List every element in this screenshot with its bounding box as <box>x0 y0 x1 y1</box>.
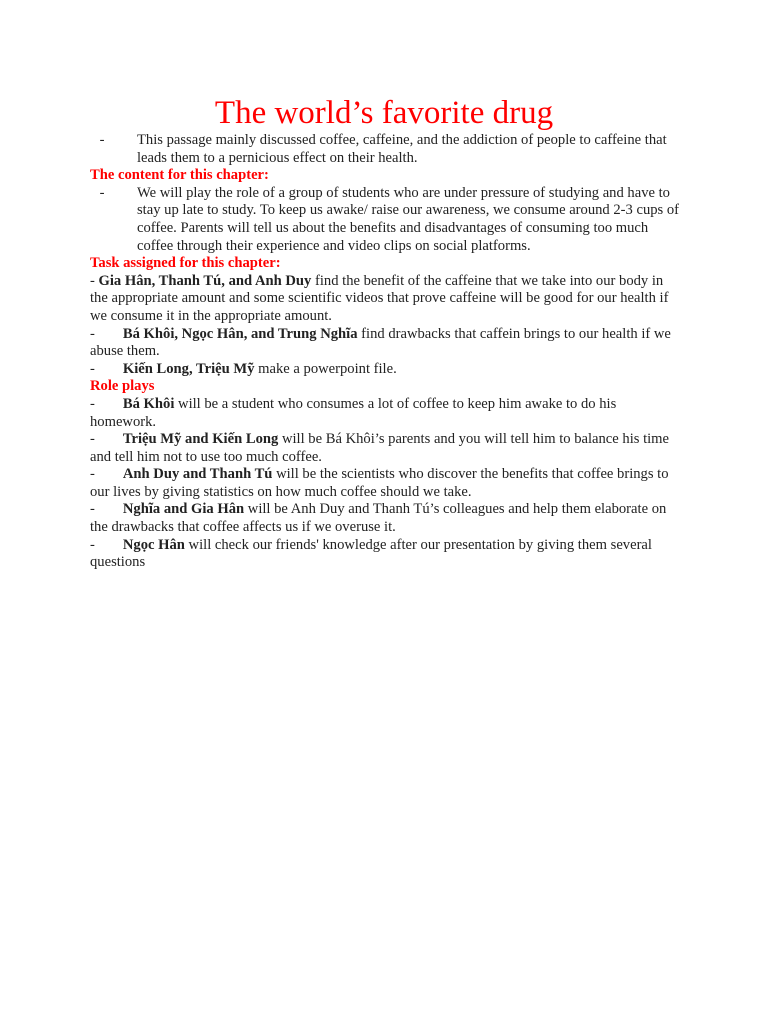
task-names: Kiến Long, Triệu Mỹ <box>122 360 255 377</box>
role-text: will check our friends' knowledge after our presentation by giving them several questions <box>90 536 652 571</box>
content-bullet <box>90 185 680 255</box>
task-heading: Task assigned for this chapter: <box>90 255 281 272</box>
role-item <box>90 466 680 501</box>
intro-bullet <box>90 132 680 167</box>
role-item <box>90 537 680 572</box>
role-names: Ngọc Hân <box>122 536 185 553</box>
role-names: Nghĩa and Gia Hân <box>122 501 245 518</box>
role-text: will be a student who consumes a lot of coffee to keep him awake to do his homework. <box>90 395 617 430</box>
task-item <box>90 326 680 361</box>
task-marker: - <box>90 272 99 289</box>
task-item <box>90 273 680 326</box>
page-title: The world’s favorite drug <box>214 95 554 131</box>
role-text: will be Anh Duy and Thanh Tú’s colleagues and help them elaborate on the drawbacks that coffee affects us if we overuse it. <box>90 501 667 536</box>
bullet-marker: - <box>99 132 105 148</box>
role-list <box>90 396 680 572</box>
role-item <box>90 501 680 536</box>
bullet-marker: - <box>99 184 105 201</box>
content-text: We will play the role of a group of students who are under pressure of studying and have to stay up late to study. To keep us awake/ raise our awareness, we consume around 2-3 cups of coffee. Parents will tell us about the benefits and disadvantages of consuming too much coffee through their experience and video clips on social platforms. <box>137 184 680 254</box>
task-text: make a powerpoint file. <box>254 360 397 377</box>
task-list <box>90 273 680 379</box>
task-text: find drawbacks that caffein brings to our health if we abuse them. <box>90 325 671 360</box>
role-names: Triệu Mỹ and Kiến Long <box>122 431 279 448</box>
role-marker: - <box>90 536 95 553</box>
task-names: Bá Khôi, Ngọc Hân, and Trung Nghĩa <box>122 325 358 342</box>
role-names: Bá Khôi <box>122 395 175 412</box>
role-marker: - <box>90 501 95 518</box>
task-item <box>90 361 680 379</box>
roles-heading: Role plays <box>90 378 155 395</box>
role-marker: - <box>90 431 95 448</box>
task-marker: - <box>90 325 95 342</box>
task-text: find the benefit of the caffeine that we take into our body in the appropriate amount and some scientific videos that prove caffeine will be good for our health if we consume it in the appropriate amount. <box>90 272 669 324</box>
task-marker: - <box>90 360 95 377</box>
content-heading: The content for this chapter: <box>90 167 269 184</box>
role-names: Anh Duy and Thanh Tú <box>122 466 273 483</box>
role-item <box>90 431 680 466</box>
document-body <box>90 132 680 572</box>
task-names: Gia Hân, Thanh Tú, and Anh Duy <box>98 272 312 289</box>
role-text: will be Bá Khôi’s parents and you will tell him to balance his time and tell him not to use too much coffee. <box>90 431 670 465</box>
role-text: will be the scientists who discover the benefits that coffee brings to our lives by giving statistics on how much coffee should we take. <box>90 466 669 500</box>
role-marker: - <box>90 466 95 483</box>
intro-text: This passage mainly discussed coffee, caffeine, and the addiction of people to caffeine that leads them to a pernicious effect on their health. <box>137 132 667 166</box>
role-marker: - <box>90 395 95 412</box>
role-item <box>90 396 680 431</box>
